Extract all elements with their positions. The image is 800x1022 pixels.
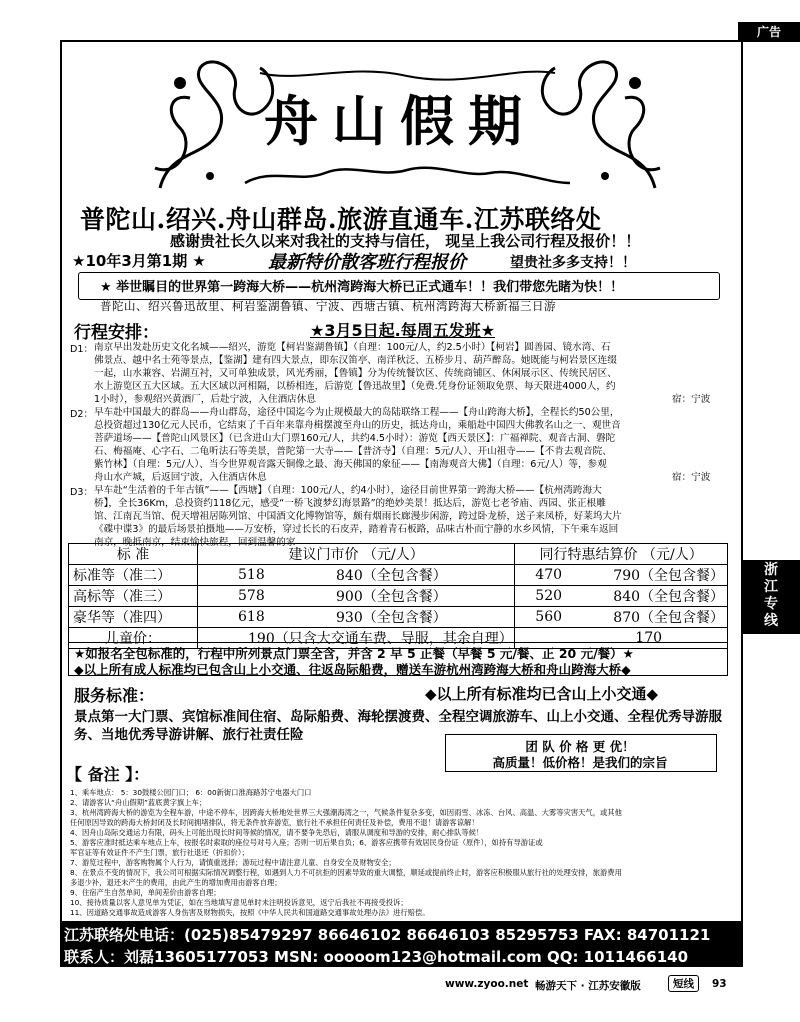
day-line: 桥】，全长36Km，总投资约118亿元，感受“一桥飞渡梦幻海景路”的绝妙美景！抵达后，游览七老爷庙、西园、张正根雕 [94,498,606,509]
day-line: 南京，晚抵南京，结束愉快旅程，回到温馨的家 [94,537,296,548]
page-title: 舟山假期 [264,89,536,153]
remark-line: 1、乘车地点： 5：30鼓楼公园门口； 6：00新街口淮海路苏宁电器大门口 [70,788,312,797]
day-line: 佛景点、越中名士苑等景点，【鉴湖】建有四大景点，即东汉笛亭、南洋秋泛、五桥步月、葫芦醉岛。她既能与柯岩景区连缀 [94,355,617,366]
retail-price: 518 [198,565,333,586]
headline: 普陀山.绍兴.舟山群岛.旅游直通车.江苏联络处 [80,205,602,234]
table-header-row [69,544,728,565]
service-title: 服务标准： [74,686,155,705]
page-number: 93 [712,978,727,990]
table-row [69,586,728,607]
footer-brand: 畅游天下 · 江苏安徽版 [535,980,641,992]
remark-line: 军官证等有效证件不产生门票，旅行社退还（折扣价）； [70,848,249,857]
remark-line: 2、请游客认“舟山假期”蓝底黄字旗上车； [70,798,207,807]
side-section-tab [742,560,800,634]
column-header: 标 准 [69,544,198,565]
tier-name: 高标等（准三） [69,586,198,607]
contact-person: 联系人：刘磊13605177053 MSN: ooooom123@hotmail.com QQ: 1011466140 [64,948,689,966]
tour-route-summary: 普陀山、绍兴鲁迅故里、柯岩鉴湖鲁镇、宁波、西塘古镇、杭州湾跨海大桥新福三日游 [100,299,556,313]
tier-name: 标准等（准二） [69,565,198,586]
group-price-line: 团 队 价 格 更 优！ [525,739,635,754]
footer-tag: 短线 [668,975,699,992]
retail-price: 618 [198,607,333,628]
day-label: D2： [70,409,94,420]
day-line: 馆、江南瓦当馆、倪天增祖居陈列馆、中国酒文化博物馆等，颇有烟雨长廊漫步闲游，跨过卧龙桥，送子来凤桥，好莱坞大片 [94,511,622,522]
contact-phones [64,924,710,945]
remark-line: 5、游客应准时抵达乘车地点上车，按报名时索取的座位号对号入座；否则一切后果自负；6、游客应携带有效居民身份证（原件），如持有导游证或 [70,838,543,847]
remark-line: 8、在景点不变的情况下，我公司可根据实际情况调整行程，如遇到人力不可抗拒的因素导致的重大调整，顺延或提前终止时，游客应积极服从旅行社的处理安排，旅游费用 [70,868,622,877]
agent-price: 560 [515,607,610,628]
remark-line: 7、游览过程中，游客购物属个人行为，请慎重选择；游玩过程中请注意儿童、自身安全及财物安全； [70,858,396,867]
itinerary-title: 行程安排： [74,323,159,343]
group-slogan: 高质量！低价格！是我们的宗旨 [492,755,668,770]
remark-line: 任何原因导致的跨海大桥封闭及长时间拥堵排队，将无条件放弃游览，旅行社不承担任何责任及补偿，费用不退！请游客谅解！ [70,818,479,827]
day-label: D3： [70,487,94,498]
support-line: 望贵社多多支持！！ [510,255,636,271]
retail-meal-price: 900（全包含餐） [332,586,515,607]
overnight-stay: 宿：宁波 [672,394,711,405]
column-header: 建议门市价 （元/人） [198,544,515,565]
day-line: 菩萨道场——【普陀山风景区】（已含进山大门票160元/人，共约4.5小时）：游览【西天景区】：广福禅院、观音古洞、磐陀 [94,433,616,444]
side-tab-char: 线 [764,613,778,629]
note-line: ◆以上所有成人标准均已包含山上小交通、往返岛际船费，赠送车游杭州湾跨海大桥和舟山跨海大桥◆ [74,662,631,677]
day-line: 南京早出发赴历史文化名城——绍兴，游览【柯岩鉴湖鲁镇】（自理：100元/人，约2.5小时）【柯岩】圆善园、镜水湾、石 [94,342,611,353]
agent-meal-price: 840（全包含餐） [609,586,727,607]
remark-line: 3、杭州湾跨海大桥的游览为全程车游，中途不停车，因跨海大桥地处世界三大强潮海湾之一，气候条件复杂多变，如因雨雪、冰冻、台风、高温、大雾等灾害天气，或其他 [70,808,622,817]
bridge-announcement: ★ 举世瞩目的世界第一跨海大桥——杭州湾跨海大桥已正式通车！！我们带您先睹为快！！ [100,280,624,295]
remark-line: 多退少补，退还未产生的费用，由此产生的增加费用由游客自理； [70,878,282,887]
day-label: D1： [70,344,94,355]
column-header: 同行特惠结算价 （元/人） [515,544,728,565]
agent-price: 520 [515,586,610,607]
price-table [68,543,728,649]
day-line: 一起，山水兼容、岩湖互衬，又可单独成景，风光秀丽，【鲁镇】分为传统餐饮区、传统商铺区、休闲展示区、传统民居区、 [94,368,617,379]
side-tab-char: 江 [764,579,778,595]
note-line: ★如报名全包标准的，行程中所列景点门票全含，并含 2 早 5 正餐（早餐 5 元/餐、正 20 元/餐）★ [74,646,634,661]
footer-site: www.zyoo.net [445,978,529,990]
child-label: 儿童价： [69,628,198,649]
remark-line: 11、因道路交通事故造成游客人身伤害及财物损失，按照《中华人民共和国道路交通事故处理办法》进行赔偿。 [70,908,430,917]
side-tab-char: 浙 [764,562,778,578]
contact-phone-label: 江苏联络处电话： [64,926,185,944]
child-agent-price: 170 [515,628,728,649]
day-line: 1小时），参观绍兴黄酒厂，后赴宁波，入住酒店休息 [94,394,316,405]
day-line: 总投资超过130亿元人民币，它结束了千百年来靠舟楫摆渡至舟山的历史，抵达舟山，乘船赴中国四大佛教名山之一、观世音 [94,420,621,431]
issue-label: ★10年3月第1期 ★ [72,252,206,270]
tier-name: 豪华等（准四） [69,607,198,628]
agent-price: 470 [515,565,610,586]
remark-line: 10、接待质量以客人意见单为凭证，如在当地填写意见单时未注明投诉意见，返宁后我社不再接受投诉； [70,898,408,907]
day-line: 舟山水产城，后返回宁波，入住酒店休息 [94,472,267,483]
day-line: 石、梅福庵、心字石、二龟听法石等美景，普陀第一大寺——【普济寺】（自理：5元/人）、开山祖寺——【不肯去观音院、 [94,446,612,457]
retail-price: 578 [198,586,333,607]
child-retail-price: 190（只含大交通车费、导服，其余自理） [198,628,515,649]
side-tab-char: 专 [764,596,778,612]
overnight-stay: 宿：宁波 [672,472,711,483]
day-line: 水上游览区五大区域。五大区域以河相隔，以桥相连，后游览【鲁迅故里】（免费.凭身份证领取免票、每天限进4000人，约 [94,381,616,392]
service-highlight: ◆以上所有标准均已含山上小交通◆ [425,685,659,703]
contact-phone-numbers: (025)85479297 86646102 86646103 85295753 FAX: 84701121 [184,926,711,944]
retail-meal-price: 840（全包含餐） [332,565,515,586]
thanks-line: 感谢贵社长久以来对我社的支持与信任， 现呈上我公司行程及报价！！ [170,232,641,250]
newest-offer-heading: 最新特价散客班行程报价 [268,252,466,273]
table-row [69,565,728,586]
day-line: 早车赴“生活着的千年古镇”——【西塘】（自理：100元/人，约4小时），途径目前世界第一跨海大桥——【杭州湾跨海大 [94,485,602,496]
remarks-title: 【 备注 】： [66,765,150,784]
agent-meal-price: 790（全包含餐） [609,565,727,586]
service-body: 景点第一大门票、宾馆标准间住宿、岛际船费、海轮摆渡费、全程空调旅游车、山上小交通、全程优秀导游服务、当地优秀导游讲解、旅行社责任险 [74,709,722,743]
table-row [69,607,728,628]
day-line: 紫竹林】（自理：5元/人）、当今世界观音露天铜像之最、海天佛国的象征——【南海观音大佛】（自理：6元/人）等，参观 [94,459,607,470]
remark-line: 4、因舟山岛际交通运力有限，码头上可能出现长时间等候的情况，请不要争先恐后，请服从调度和导游的安排，耐心排队等候！ [70,828,484,837]
day-line: 《碟中谍3》的最后场景拍摄地——万安桥，穿过长长的石皮弄，踏着青石板路，品味古朴而宁静的水乡风情，下午乘车返回 [94,524,619,535]
retail-meal-price: 930（全包含餐） [332,607,515,628]
agent-meal-price: 870（全包含餐） [609,607,727,628]
ad-tag: 广告 [738,22,800,42]
day-line: 早车赴中国最大的群岛——舟山群岛，途径中国迄今为止规模最大的岛陆联络工程——【舟山跨海大桥】，全程长约50公里， [94,407,620,418]
departure-schedule: ★3月5日起.每周五发班★ [310,321,496,340]
remark-line: 9、住宿产生自然单间，单间差价由游客自理； [70,888,221,897]
